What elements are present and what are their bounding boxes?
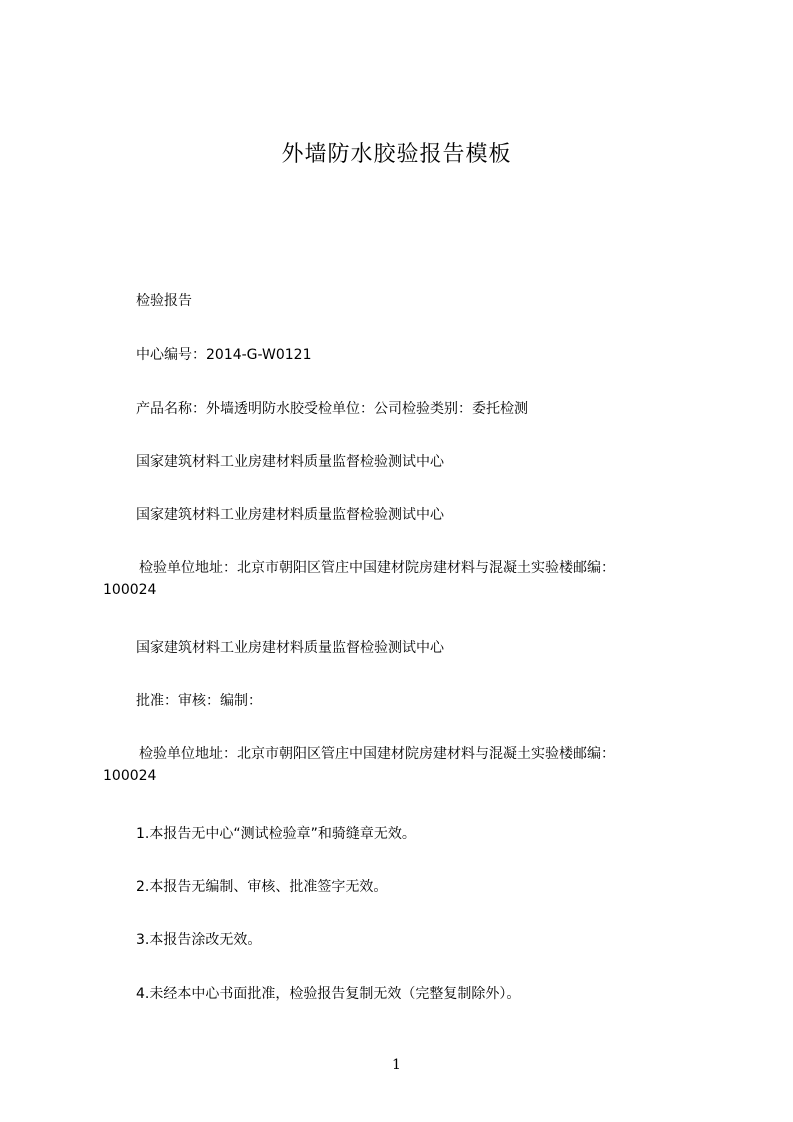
testing-center-name-2: 国家建筑材料工业房建材料质量监督检验测试中心: [136, 507, 444, 523]
report-label: 检验报告: [136, 293, 192, 309]
unit-address-2: [103, 743, 703, 787]
approval-signatures: 批准：审核：编制：: [136, 693, 262, 709]
notice-1: 1.本报告无中心“测试检验章”和骑缝章无效。: [136, 826, 416, 842]
testing-center-name-1: 国家建筑材料工业房建材料质量监督检验测试中心: [136, 454, 444, 470]
notice-2: 2.本报告无编制、审核、批准签字无效。: [136, 879, 388, 895]
unit-address-line: 检验单位地址：北京市朝阳区管庄中国建材院房建材料与混凝土实验楼邮编：: [139, 560, 615, 576]
product-info: 产品名称：外墙透明防水胶受检单位：公司检验类别：委托检测: [136, 401, 528, 417]
notice-4: 4.未经本中心书面批准，检验报告复制无效（完整复制除外）。: [136, 986, 521, 1002]
postal-code: 100024: [103, 582, 157, 598]
unit-address-1: [103, 557, 703, 601]
postal-code: 100024: [103, 768, 157, 784]
document-title: 外墙防水胶验报告模板: [281, 142, 512, 167]
center-number: 中心编号：2014-G-W0121: [136, 347, 312, 363]
notice-3: 3.本报告涂改无效。: [136, 932, 262, 948]
unit-address-line: 检验单位地址：北京市朝阳区管庄中国建材院房建材料与混凝土实验楼邮编：: [139, 746, 615, 762]
testing-center-name-3: 国家建筑材料工业房建材料质量监督检验测试中心: [136, 640, 444, 656]
page-number: 1: [392, 1057, 401, 1073]
